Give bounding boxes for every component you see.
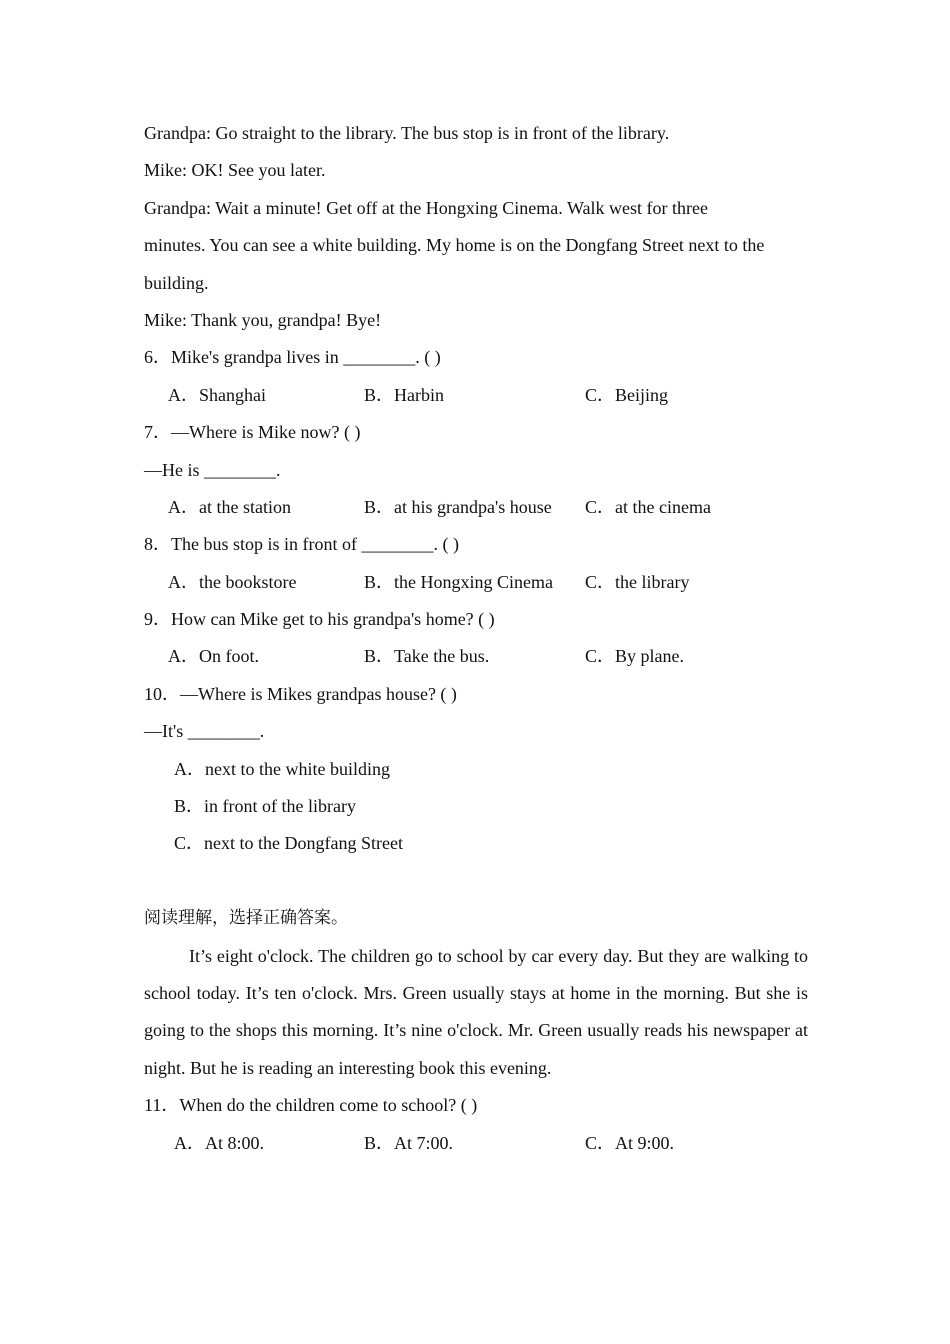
- section-title: 阅读理解，选择正确答案。: [144, 908, 348, 929]
- question-6-stem: 6．Mike's grandpa lives in ________. ( ): [144, 347, 441, 368]
- dialogue-line: Mike: OK! See you later.: [144, 160, 326, 181]
- question-7-options: [144, 489, 808, 526]
- question-10-option-a: A．next to the white building: [174, 758, 390, 779]
- question-7-option-a: A．at the station: [168, 496, 291, 517]
- question-9-option-c: C．By plane.: [585, 646, 684, 667]
- question-6-options: [144, 377, 808, 414]
- question-7-option-b: B．at his grandpa's house: [364, 496, 552, 517]
- question-11-stem: 11．When do the children come to school? ( ): [144, 1095, 478, 1116]
- question-9-stem: 9．How can Mike get to his grandpa's home? ( ): [144, 609, 495, 630]
- section-spacer: [144, 863, 808, 900]
- question-7-sub: —He is ________.: [144, 459, 281, 480]
- question-6-option-a: A．Shanghai: [168, 384, 266, 405]
- question-8-stem: 8．The bus stop is in front of ________. ( ): [144, 534, 459, 555]
- dialogue-line: Mike: Thank you, grandpa! Bye!: [144, 309, 382, 330]
- question-10-option-c: C．next to the Dongfang Street: [174, 833, 403, 854]
- question-9-option-a: A．On foot.: [168, 646, 259, 667]
- question-10-stem: 10．—Where is Mikes grandpas house? ( ): [144, 683, 457, 704]
- question-9-option-b: B．Take the bus.: [364, 646, 490, 667]
- question-11-option-a: A．At 8:00.: [174, 1132, 264, 1153]
- dialogue-line: building.: [144, 272, 209, 293]
- question-11-option-b: B．At 7:00.: [364, 1132, 454, 1153]
- question-8-options: [144, 564, 808, 601]
- dialogue-line: minutes. You can see a white building. My home is on the Dongfang Street next to the: [144, 235, 765, 256]
- question-6-option-b: B．Harbin: [364, 384, 444, 405]
- dialogue-line: Grandpa: Wait a minute! Get off at the Hongxing Cinema. Walk west for three: [144, 197, 708, 218]
- question-8-option-b: B．the Hongxing Cinema: [364, 571, 553, 592]
- dialogue-line: Grandpa: Go straight to the library. The bus stop is in front of the library.: [144, 123, 670, 143]
- question-11-options: [144, 1125, 808, 1162]
- document-page: [144, 115, 808, 1162]
- question-8-option-c: C．the library: [585, 571, 690, 592]
- question-6-option-c: C．Beijing: [585, 384, 669, 405]
- question-8-option-a: A．the bookstore: [168, 571, 297, 592]
- question-9-options: [144, 638, 808, 675]
- question-7-stem: 7．—Where is Mike now? ( ): [144, 422, 361, 443]
- question-10-sub: —It's ________.: [144, 721, 265, 742]
- question-10-option-b: B．in front of the library: [174, 796, 356, 817]
- question-11-option-c: C．At 9:00.: [585, 1132, 675, 1153]
- question-7-option-c: C．at the cinema: [585, 496, 711, 517]
- reading-passage: It’s eight o'clock. The children go to school by car every day. But they are walking to school today. It’s ten o'clock. Mrs. Green usually stays at home in the morning. But she is going to the shops this morning. It’s nine o'clock. Mr. Green usually reads his newspaper at night. But he is reading an interesting book this evening.: [144, 945, 808, 1078]
